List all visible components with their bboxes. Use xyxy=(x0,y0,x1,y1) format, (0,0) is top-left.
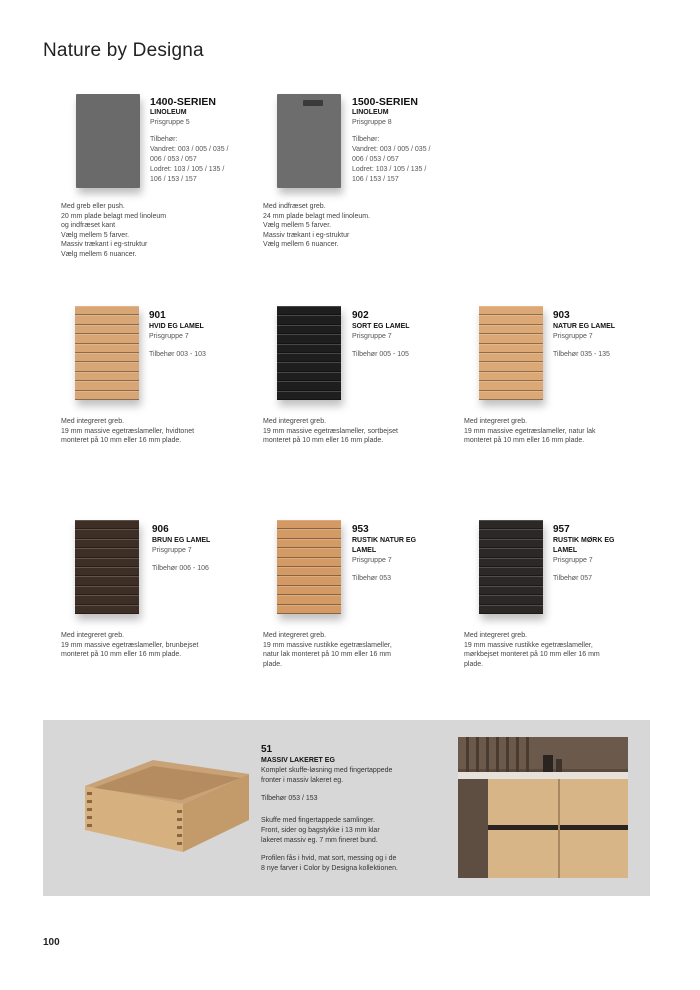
kitchen-photo xyxy=(458,737,628,878)
product-price-group: Prisgruppe 5 xyxy=(150,119,190,126)
drawer-name: MASSIV LAKERET EG xyxy=(261,757,335,764)
drawer-illustration xyxy=(73,746,263,856)
product-accessories: Tilbehør 053 xyxy=(352,575,392,582)
product-price-group: Prisgruppe 8 xyxy=(352,119,392,126)
product-description: Med integreret greb. 19 mm massive egetræslameller, natur lak monteret på 10 mm eller 16 mm plade. xyxy=(464,418,596,444)
drawer-banner xyxy=(43,720,650,896)
product-code: 906 xyxy=(152,524,169,535)
product-description: Med integreret greb. 19 mm massive rustikke egetræslameller, natur lak monteret på 10 mm eller 16 mm plade. xyxy=(263,632,392,668)
product-code: 901 xyxy=(149,310,166,321)
product-swatch-1500 xyxy=(277,94,341,188)
product-price-group: Prisgruppe 7 xyxy=(553,333,593,340)
product-description: Med greb eller push. 20 mm plade belagt med linoleum og indfræset kant Vælg mellem 5 farver. Massiv trækant i eg-struktur Vælg mellem 6 nuancer. xyxy=(61,203,167,258)
product-name: NATUR EG LAMEL xyxy=(553,323,616,330)
drawer-code: 51 xyxy=(261,744,273,755)
product-name: LINOLEUM xyxy=(150,109,187,116)
product-description: Med integreret greb. 19 mm massive egetræslameller, sortbejset monteret på 10 mm eller 16 mm plade. xyxy=(263,418,398,444)
product-description: Med integreret greb. 19 mm massive egetræslameller, brunbejset monteret på 10 mm eller 16 mm plade. xyxy=(61,632,199,658)
product-name: HVID EG LAMEL xyxy=(149,323,204,330)
handle-recess xyxy=(303,100,323,106)
product-price-group: Prisgruppe 7 xyxy=(152,547,192,554)
product-code: 953 xyxy=(352,524,369,535)
product-swatch-906 xyxy=(75,520,139,614)
drawer-details: Skuffe med fingertappede samlinger. Front, sider og bagstykke i 13 mm klar lakeret massiv eg. 7 mm fineret bund. xyxy=(261,817,380,844)
product-name: RUSTIK MØRK EG LAMEL xyxy=(553,537,615,554)
product-name: BRUN EG LAMEL xyxy=(152,537,211,544)
product-description: Med integreret greb. 19 mm massive rustikke egetræslameller, mørkbejset monteret på 10 mm eller 16 mm plade. xyxy=(464,632,600,668)
product-accessories: Tilbehør 005 - 105 xyxy=(352,351,409,358)
product-price-group: Prisgruppe 7 xyxy=(352,333,392,340)
drawer-profile-note: Profilen fås i hvid, mat sort, messing og i de 8 nye farver i Color by Designa kollektionen. xyxy=(261,855,398,872)
product-accessories: Tilbehør 035 - 135 xyxy=(553,351,610,358)
product-accessories: Tilbehør 006 - 106 xyxy=(152,565,209,572)
product-description: Med indfræset greb. 24 mm plade belagt med linoleum. Vælg mellem 5 farver. Massiv trækant i eg-struktur Vælg mellem 6 nuancer. xyxy=(263,203,371,248)
product-swatch-1400 xyxy=(76,94,140,188)
product-name: SORT EG LAMEL xyxy=(352,323,410,330)
product-swatch-901 xyxy=(75,306,139,400)
product-code: 903 xyxy=(553,310,570,321)
product-name: LINOLEUM xyxy=(352,109,389,116)
product-swatch-902 xyxy=(277,306,341,400)
product-name: RUSTIK NATUR EG LAMEL xyxy=(352,537,417,554)
product-code: 1500-SERIEN xyxy=(352,96,418,108)
product-swatch-957 xyxy=(479,520,543,614)
page-number: 100 xyxy=(43,937,60,948)
product-price-group: Prisgruppe 7 xyxy=(553,557,593,564)
product-swatch-953 xyxy=(277,520,341,614)
product-accessories: Tilbehør 057 xyxy=(553,575,593,582)
product-swatch-903 xyxy=(479,306,543,400)
product-code: 957 xyxy=(553,524,570,535)
product-description: Med integreret greb. 19 mm massive egetræslameller, hvidtonet monteret på 10 mm eller 16 mm plade. xyxy=(61,418,195,444)
drawer-accessories: Tilbehør 053 / 153 xyxy=(261,795,318,802)
product-accessories: Tilbehør: Vandret: 003 / 005 / 035 / 006 / 053 / 057 Lodret: 103 / 105 / 135 / 106 / 153 / 157 xyxy=(352,136,431,183)
drawer-summary: Komplet skuffe-løsning med fingertappede fronter i massiv lakeret eg. xyxy=(261,767,393,784)
product-price-group: Prisgruppe 7 xyxy=(352,557,392,564)
page-title: Nature by Designa xyxy=(43,40,204,61)
product-code: 1400-SERIEN xyxy=(150,96,216,108)
product-price-group: Prisgruppe 7 xyxy=(149,333,189,340)
product-code: 902 xyxy=(352,310,369,321)
product-accessories: Tilbehør: Vandret: 003 / 005 / 035 / 006 / 053 / 057 Lodret: 103 / 105 / 135 / 106 / 153 / 157 xyxy=(150,136,229,183)
product-accessories: Tilbehør 003 - 103 xyxy=(149,351,206,358)
